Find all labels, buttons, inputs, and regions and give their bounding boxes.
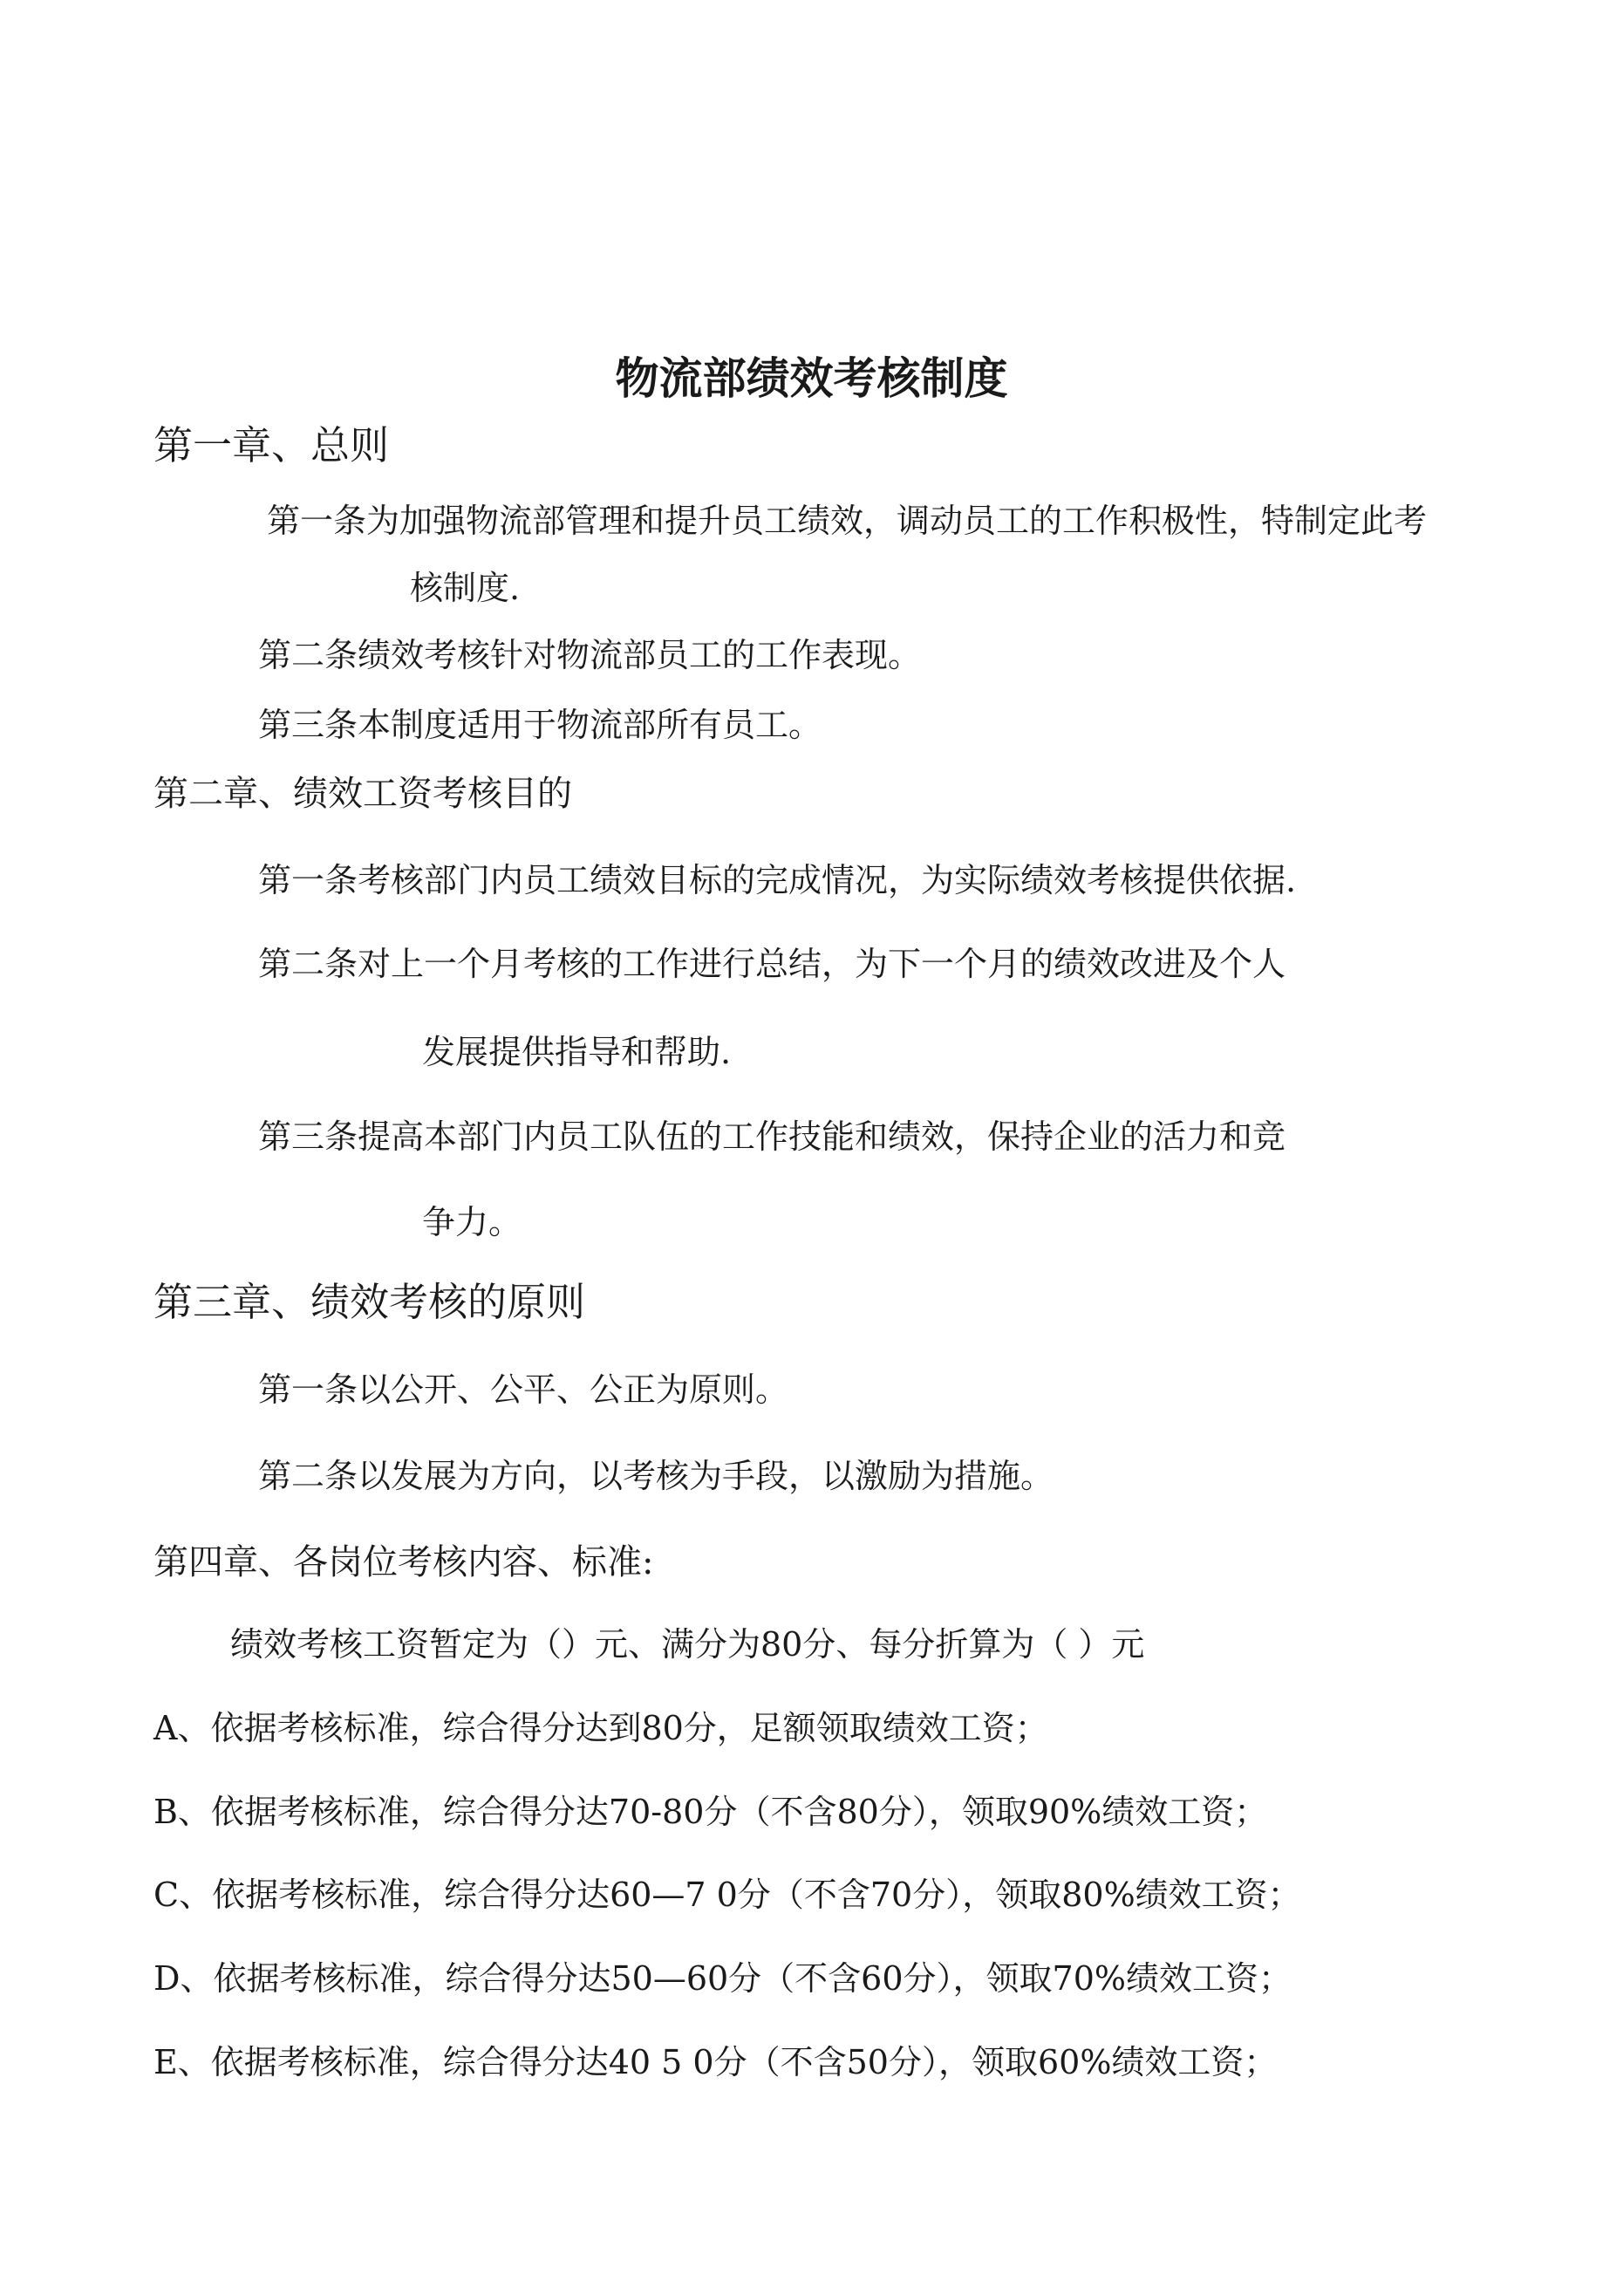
chapter-3-clause-1: 第一条以公开、公平、公正为原则。 — [258, 1370, 789, 1409]
grade-a-rule: A、依据考核标准，综合得分达到80分，足额领取绩效工资； — [153, 1709, 1048, 1747]
grade-d-rule: D、依据考核标准，综合得分达50—60分（不含60分），领取70%绩效工资； — [153, 1959, 1292, 1998]
chapter-3-heading: 第三章、绩效考核的原则 — [153, 1279, 586, 1325]
chapter-1-clause-2: 第二条绩效考核针对物流部员工的工作表现。 — [258, 636, 922, 674]
chapter-2-clause-2-line-1: 第二条对上一个月考核的工作进行总结，为下一个月的绩效改进及个人 — [258, 945, 1286, 983]
chapter-2-clause-3-line-1: 第三条提高本部门内员工队伍的工作技能和绩效，保持企业的活力和竞 — [258, 1117, 1286, 1156]
chapter-4-intro: 绩效考核工资暂定为（）元、满分为80分、每分折算为（ ）元 — [230, 1625, 1145, 1664]
chapter-1-heading: 第一章、总则 — [153, 422, 390, 468]
chapter-3-clause-2: 第二条以发展为方向，以考核为手段，以激励为措施。 — [258, 1457, 1054, 1495]
chapter-2-clause-3-line-2: 争力。 — [422, 1203, 522, 1241]
grade-c-rule: C、依据考核标准，综合得分达60—7 0分（不含70分），领取80%绩效工资； — [153, 1876, 1301, 1914]
grade-b-rule: B、依据考核标准，综合得分达70-80分（不含80分），领取90%绩效工资； — [153, 1793, 1268, 1831]
chapter-2-clause-2-line-2: 发展提供指导和帮助. — [422, 1033, 732, 1071]
chapter-2-heading: 第二章、绩效工资考核目的 — [153, 774, 572, 814]
chapter-2-clause-1: 第一条考核部门内员工绩效目标的完成情况，为实际绩效考核提供依据. — [258, 861, 1297, 899]
document-title: 物流部绩效考核制度 — [615, 352, 1008, 404]
chapter-1-clause-3: 第三条本制度适用于物流部所有员工。 — [258, 706, 822, 744]
grade-e-rule: E、依据考核标准，综合得分达40 5 0分（不含50分），领取60%绩效工资； — [153, 2043, 1278, 2081]
chapter-1-clause-1-line-2: 核制度. — [410, 569, 521, 607]
chapter-4-heading: 第四章、各岗位考核内容、标准: — [153, 1542, 654, 1582]
chapter-1-clause-1-line-1: 第一条为加强物流部管理和提升员工绩效，调动员工的工作积极性，特制定此考 — [267, 502, 1428, 540]
